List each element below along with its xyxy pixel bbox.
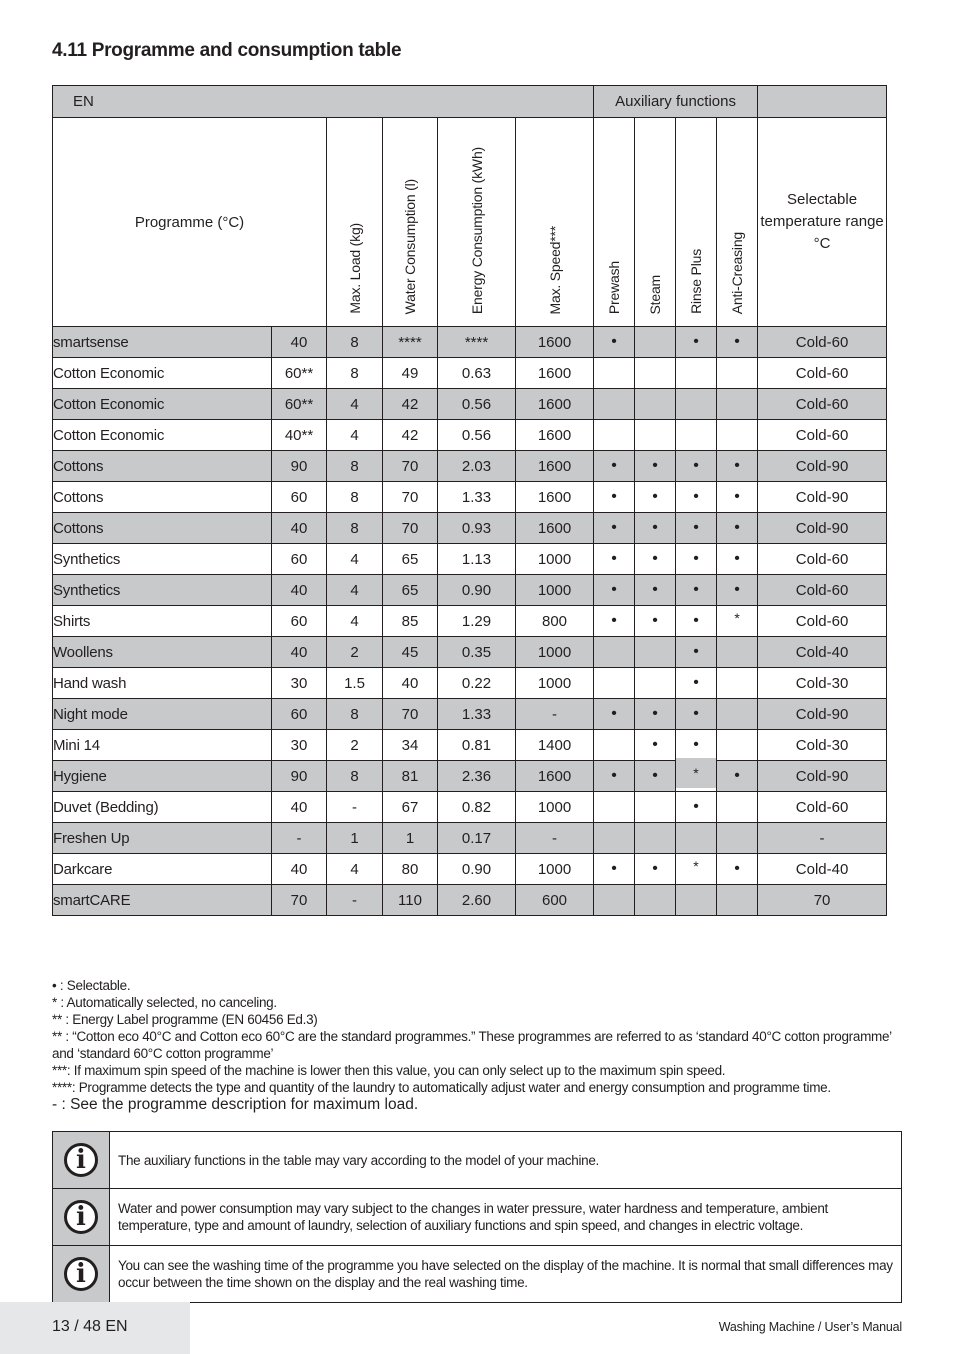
rinse-plus-cell [676,823,717,854]
footnote: ***: If maximum spin speed of the machine is lower then this value, you can only select up to the maximum spin speed. [52,1063,726,1078]
max-speed-cell: 1600 [516,761,594,792]
water-consumption-header-label: Water Consumption (l) [402,178,418,314]
steam-cell [635,823,676,854]
max-speed-header-label: Max. Speed*** [546,225,563,314]
programme-temp-cell: 40 [272,792,327,823]
anti-creasing-cell: • [717,854,758,885]
max-speed-cell: 600 [516,885,594,916]
footnote: • : Selectable. [52,978,131,993]
info-note-text: You can see the washing time of the programme you have selected on the display of the machine. It is normal that small differences may occur between the time shown on the display and the real washing time. [110,1246,902,1303]
max-load-cell: 4 [327,854,383,885]
anti-creasing-cell: • [717,513,758,544]
info-note [53,1132,902,1189]
rinse-plus-cell [676,885,717,916]
max-load-cell: 8 [327,513,383,544]
energy-consumption-header-label: Energy Consumption (kWh) [468,146,485,314]
max-speed-cell: 1600 [516,482,594,513]
prewash-cell: • [594,854,635,885]
anti-creasing-cell [717,730,758,761]
temperature-range-cell: Cold-60 [758,792,887,823]
prewash-cell [594,389,635,420]
energy-consumption-cell: 2.03 [438,451,516,482]
programme-temp-cell: 60** [272,358,327,389]
programme-temp-cell: 40 [272,513,327,544]
prewash-cell: • [594,575,635,606]
programme-temp-cell: 90 [272,451,327,482]
prewash-cell [594,730,635,761]
steam-cell [635,389,676,420]
anti-creasing-cell [717,885,758,916]
table-row [53,513,887,544]
water-consumption-cell: 80 [383,854,438,885]
programme-name-cell: Hand wash [53,668,272,699]
water-consumption-cell: 70 [383,451,438,482]
prewash-cell: • [594,482,635,513]
max-load-cell: 4 [327,389,383,420]
water-consumption-cell: 34 [383,730,438,761]
programme-temp-cell: 40 [272,854,327,885]
programme-temp-cell: 30 [272,668,327,699]
max-speed-cell: 1000 [516,854,594,885]
prewash-cell [594,358,635,389]
rinse-plus-cell: • [676,451,717,482]
temperature-range-cell: Cold-60 [758,420,887,451]
prewash-cell [594,637,635,668]
programme-temp-cell: 90 [272,761,327,792]
water-consumption-cell: 42 [383,389,438,420]
anti-creasing-cell [717,420,758,451]
table-row [53,792,887,823]
steam-cell [635,885,676,916]
table-row [53,420,887,451]
max-load-cell: 2 [327,637,383,668]
footer-page-box [0,1302,190,1354]
prewash-cell [594,885,635,916]
temperature-range-cell: Cold-30 [758,730,887,761]
energy-consumption-cell: 0.56 [438,420,516,451]
prewash-cell: • [594,513,635,544]
anti-creasing-cell [717,668,758,699]
max-load-cell: 4 [327,575,383,606]
programme-temp-cell: 40 [272,575,327,606]
programme-temp-cell: 60 [272,482,327,513]
footer-divider [190,1302,902,1303]
programme-temp-cell: 40 [272,327,327,358]
max-speed-cell: 1600 [516,358,594,389]
steam-cell: • [635,699,676,730]
info-note [53,1246,902,1303]
anti-creasing-cell [717,823,758,854]
footnote: ** : “Cotton eco 40°C and Cotton eco 60°C are the standard programmes.” These programmes are referred to as ‘standard 40°C cotton programme’ and ‘standard 60°C cotton programme’ [52,1029,892,1061]
prewash-cell: • [594,606,635,637]
temperature-range-header: Selectable temperature range °C [758,118,887,327]
max-speed-cell: 1000 [516,792,594,823]
max-load-cell: 8 [327,482,383,513]
programme-temp-cell: - [272,823,327,854]
energy-consumption-cell: 2.36 [438,761,516,792]
table-row [53,327,887,358]
table-row [53,854,887,885]
energy-consumption-header [438,118,516,327]
energy-consumption-cell: 0.90 [438,854,516,885]
water-consumption-cell: 85 [383,606,438,637]
programme-name-cell: Duvet (Bedding) [53,792,272,823]
energy-consumption-cell: 1.33 [438,699,516,730]
table-row [53,389,887,420]
rinse-plus-cell: • [676,327,717,358]
energy-consumption-cell: 1.13 [438,544,516,575]
section-title: 4.11 Programme and consumption table [52,40,402,61]
temperature-range-cell: Cold-30 [758,668,887,699]
steam-cell [635,327,676,358]
table-row [53,575,887,606]
anti-creasing-cell: * [717,603,758,634]
programme-table [52,85,887,916]
energy-consumption-cell: 2.60 [438,885,516,916]
water-consumption-cell: 110 [383,885,438,916]
prewash-cell [594,792,635,823]
steam-header-label: Steam [647,274,664,314]
max-load-cell: 8 [327,761,383,792]
max-speed-cell: 1600 [516,513,594,544]
max-load-cell: 4 [327,544,383,575]
anti-creasing-cell: • [717,482,758,513]
steam-cell: • [635,761,676,792]
water-consumption-cell: 42 [383,420,438,451]
energy-consumption-cell: 0.63 [438,358,516,389]
max-speed-cell: 1000 [516,668,594,699]
max-speed-cell: 1600 [516,420,594,451]
programme-name-cell: Freshen Up [53,823,272,854]
max-load-cell: 1.5 [327,668,383,699]
programme-temp-cell: 60 [272,606,327,637]
max-speed-cell: 1400 [516,730,594,761]
temperature-range-cell: Cold-60 [758,327,887,358]
language-label: EN [53,86,594,118]
information-icon: i [64,1143,98,1177]
footnote-max-load: - : See the programme description for maximum load. [52,1096,419,1113]
water-consumption-cell: 70 [383,699,438,730]
table-row [53,823,887,854]
energy-consumption-cell: 1.29 [438,606,516,637]
temperature-range-cell: Cold-90 [758,761,887,792]
steam-cell [635,792,676,823]
programme-temp-cell: 30 [272,730,327,761]
programme-name-cell: smartsense [53,327,272,358]
energy-consumption-cell: 0.82 [438,792,516,823]
table-row [53,637,887,668]
programme-temp-cell: 70 [272,885,327,916]
programme-temp-cell: 60** [272,389,327,420]
prewash-cell [594,420,635,451]
rinse-plus-cell: • [676,575,717,606]
max-speed-cell: 1600 [516,451,594,482]
info-note-text: Water and power consumption may vary subject to the changes in water pressure, water hardness and temperature, ambient temperature, type and amount of laundry, selection of auxiliary functions and spin speed, and changes in electric voltage. [110,1189,902,1246]
anti-creasing-cell [717,389,758,420]
steam-cell [635,420,676,451]
energy-consumption-cell: 0.90 [438,575,516,606]
max-load-header [327,118,383,327]
temperature-range-cell: - [758,823,887,854]
footnote: * : Automatically selected, no canceling. [52,995,277,1010]
programme-name-cell: smartCARE [53,885,272,916]
water-consumption-cell: 40 [383,668,438,699]
max-load-header-label: Max. Load (kg) [346,223,363,314]
table-row [53,730,887,761]
rinse-plus-cell [676,358,717,389]
temperature-range-cell: Cold-40 [758,637,887,668]
max-speed-cell: 800 [516,606,594,637]
temperature-range-cell: Cold-90 [758,513,887,544]
temperature-range-cell: Cold-60 [758,544,887,575]
steam-cell: • [635,544,676,575]
water-consumption-cell: 67 [383,792,438,823]
programme-name-cell: Mini 14 [53,730,272,761]
max-load-cell: 1 [327,823,383,854]
rinse-plus-cell: • [676,668,717,699]
energy-consumption-cell: 0.93 [438,513,516,544]
anti-creasing-header [717,118,758,327]
max-speed-cell: 1000 [516,544,594,575]
rinse-plus-cell: • [676,637,717,668]
steam-cell: • [635,482,676,513]
blank-header-cell [758,86,887,118]
max-load-cell: 2 [327,730,383,761]
energy-consumption-cell: 0.22 [438,668,516,699]
temperature-range-cell: Cold-60 [758,575,887,606]
prewash-header [594,118,635,327]
programme-name-cell: Cottons [53,513,272,544]
rinse-plus-cell [676,389,717,420]
energy-consumption-cell: 0.35 [438,637,516,668]
max-load-cell: 4 [327,606,383,637]
programme-name-cell: Synthetics [53,575,272,606]
programme-name-cell: Night mode [53,699,272,730]
energy-consumption-cell: 0.81 [438,730,516,761]
steam-cell [635,637,676,668]
temperature-range-cell: Cold-60 [758,389,887,420]
temperature-range-cell: Cold-40 [758,854,887,885]
programme-name-cell: Hygiene [53,761,272,792]
table-row [53,358,887,389]
water-consumption-cell: 65 [383,544,438,575]
anti-creasing-cell: • [717,327,758,358]
steam-cell: • [635,606,676,637]
programme-temp-cell: 60 [272,544,327,575]
energy-consumption-cell: **** [438,327,516,358]
rinse-plus-cell: • [676,699,717,730]
water-consumption-cell: 70 [383,513,438,544]
energy-consumption-cell: 1.33 [438,482,516,513]
water-consumption-header [383,118,438,327]
information-icon: i [64,1200,98,1234]
footer-manual-title: Washing Machine / User’s Manual [718,1320,902,1334]
table-row [53,606,887,637]
steam-cell: • [635,513,676,544]
max-speed-header [516,118,594,327]
max-load-cell: 8 [327,327,383,358]
steam-header [635,118,676,327]
info-note-text: The auxiliary functions in the table may vary according to the model of your machine. [110,1132,902,1189]
steam-cell: • [635,730,676,761]
auxiliary-functions-header: Auxiliary functions [594,86,758,118]
temperature-range-cell: Cold-60 [758,606,887,637]
programme-name-cell: Cottons [53,451,272,482]
rinse-plus-header [676,118,717,327]
water-consumption-cell: 65 [383,575,438,606]
prewash-cell: • [594,761,635,792]
anti-creasing-cell: • [717,451,758,482]
prewash-cell: • [594,544,635,575]
programme-header: Programme (°C) [53,118,327,327]
table-row [53,699,887,730]
table-row [53,482,887,513]
prewash-cell: • [594,699,635,730]
footnotes [52,977,912,1113]
programme-name-cell: Cotton Economic [53,389,272,420]
max-speed-cell: 1600 [516,389,594,420]
temperature-range-cell: Cold-60 [758,358,887,389]
table-row [53,761,887,792]
temperature-range-cell: Cold-90 [758,699,887,730]
programme-name-cell: Synthetics [53,544,272,575]
table-row [53,668,887,699]
programme-name-cell: Shirts [53,606,272,637]
rinse-plus-cell: • [676,730,717,761]
max-speed-cell: 1000 [516,575,594,606]
table-row [53,885,887,916]
information-icon: i [64,1257,98,1291]
anti-creasing-cell: • [717,575,758,606]
anti-creasing-cell [717,358,758,389]
table-row [53,451,887,482]
page-number: 13 / 48 EN [52,1318,128,1335]
rinse-plus-cell: * [676,851,717,882]
info-note [53,1189,902,1246]
programme-temp-cell: 40** [272,420,327,451]
anti-creasing-cell: • [717,761,758,792]
max-load-cell: 4 [327,420,383,451]
prewash-cell [594,668,635,699]
anti-creasing-header-label: Anti-Creasing [729,231,746,314]
anti-creasing-cell [717,637,758,668]
programme-temp-cell: 40 [272,637,327,668]
steam-cell [635,358,676,389]
max-load-cell: 8 [327,699,383,730]
footnote: ** : Energy Label programme (EN 60456 Ed.3) [52,1012,318,1027]
max-speed-cell: - [516,699,594,730]
max-load-cell: - [327,885,383,916]
programme-name-cell: Woollens [53,637,272,668]
max-speed-cell: - [516,823,594,854]
anti-creasing-cell: • [717,544,758,575]
temperature-range-cell: Cold-90 [758,482,887,513]
water-consumption-cell: 70 [383,482,438,513]
water-consumption-cell: **** [383,327,438,358]
prewash-cell: • [594,327,635,358]
water-consumption-cell: 81 [383,761,438,792]
rinse-plus-cell: • [676,606,717,637]
rinse-plus-cell: • [676,792,717,823]
steam-cell [635,668,676,699]
programme-name-cell: Cottons [53,482,272,513]
steam-cell: • [635,451,676,482]
prewash-cell [594,823,635,854]
max-speed-cell: 1000 [516,637,594,668]
footnote: ****: Programme detects the type and quantity of the laundry to automatically adjust water and energy consumption and programme time. [52,1080,831,1095]
max-speed-cell: 1600 [516,327,594,358]
programme-table-body [53,327,887,916]
rinse-plus-cell: • [676,544,717,575]
energy-consumption-cell: 0.17 [438,823,516,854]
rinse-plus-cell: • [676,513,717,544]
water-consumption-cell: 1 [383,823,438,854]
anti-creasing-cell [717,699,758,730]
max-load-cell: 8 [327,358,383,389]
programme-temp-cell: 60 [272,699,327,730]
rinse-plus-cell [676,420,717,451]
programme-name-cell: Cotton Economic [53,420,272,451]
steam-cell: • [635,854,676,885]
max-load-cell: 8 [327,451,383,482]
max-load-cell: - [327,792,383,823]
prewash-cell: • [594,451,635,482]
steam-cell: • [635,575,676,606]
rinse-plus-cell: • [676,482,717,513]
anti-creasing-cell [717,792,758,823]
temperature-range-cell: Cold-90 [758,451,887,482]
energy-consumption-cell: 0.56 [438,389,516,420]
rinse-plus-cell: * [676,758,717,789]
water-consumption-cell: 45 [383,637,438,668]
prewash-header-label: Prewash [606,260,623,314]
info-notes [52,1131,902,1303]
rinse-plus-header-label: Rinse Plus [688,249,705,314]
programme-name-cell: Darkcare [53,854,272,885]
table-row [53,544,887,575]
temperature-range-cell: 70 [758,885,887,916]
water-consumption-cell: 49 [383,358,438,389]
programme-name-cell: Cotton Economic [53,358,272,389]
